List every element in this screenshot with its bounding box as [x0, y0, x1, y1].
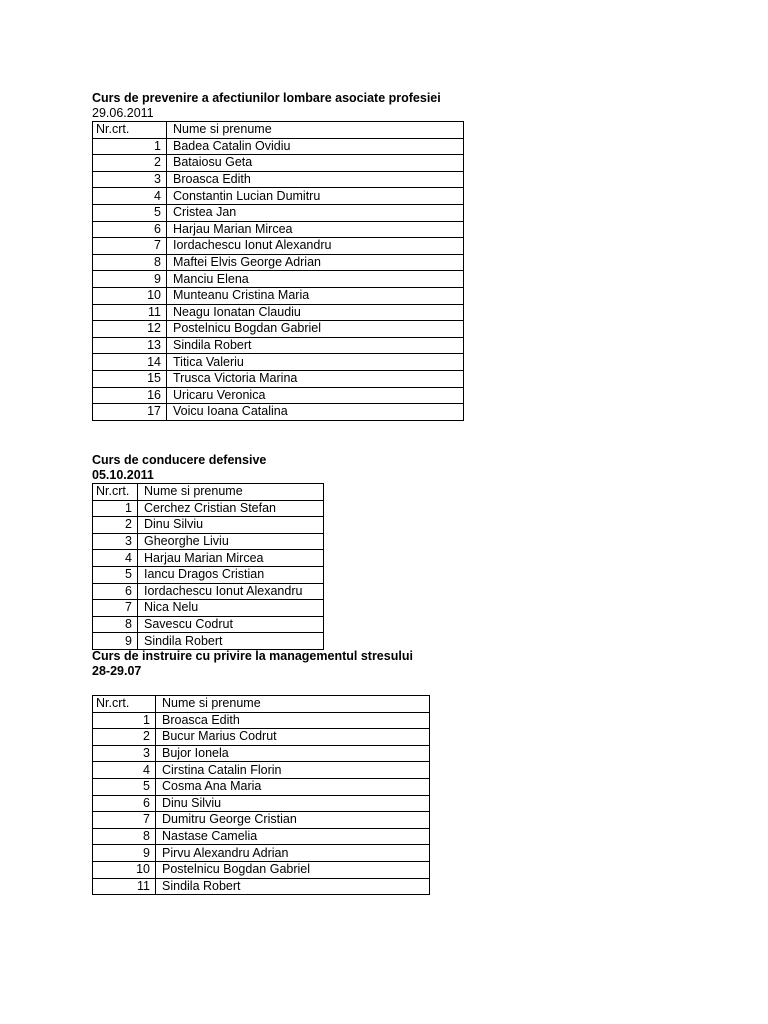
table-header-row: [93, 122, 464, 139]
column-header-nr: Nr.crt.: [93, 484, 138, 501]
row-number: 6: [93, 221, 167, 238]
table-row: [93, 861, 430, 878]
row-number: 5: [93, 204, 167, 221]
row-number: 5: [93, 778, 156, 795]
row-number: 7: [93, 600, 138, 617]
participants-table: [92, 483, 324, 650]
row-number: 16: [93, 387, 167, 404]
participant-name: Bucur Marius Codrut: [156, 729, 430, 746]
table-row: [93, 533, 324, 550]
table-header-row: [93, 484, 324, 501]
participant-name: Postelnicu Bogdan Gabriel: [156, 861, 430, 878]
row-number: 3: [93, 745, 156, 762]
course-title: Curs de instruire cu privire la managementul stresului: [92, 649, 413, 663]
table-row: [93, 204, 464, 221]
row-number: 17: [93, 404, 167, 421]
participant-name: Cosma Ana Maria: [156, 778, 430, 795]
participant-name: Cristea Jan: [167, 204, 464, 221]
table-row: [93, 845, 430, 862]
participant-name: Gheorghe Liviu: [138, 533, 324, 550]
course-section-2: [92, 453, 324, 650]
table-row: [93, 778, 430, 795]
participant-name: Neagu Ionatan Claudiu: [167, 304, 464, 321]
row-number: 3: [93, 533, 138, 550]
row-number: 11: [93, 304, 167, 321]
table-row: [93, 600, 324, 617]
row-number: 6: [93, 795, 156, 812]
column-header-nr: Nr.crt.: [93, 122, 167, 139]
participant-name: Bujor Ionela: [156, 745, 430, 762]
table-row: [93, 138, 464, 155]
table-row: [93, 878, 430, 895]
row-number: 2: [93, 729, 156, 746]
participant-name: Postelnicu Bogdan Gabriel: [167, 321, 464, 338]
participant-name: Iancu Dragos Cristian: [138, 566, 324, 583]
row-number: 7: [93, 238, 167, 255]
table-row: [93, 321, 464, 338]
participant-name: Manciu Elena: [167, 271, 464, 288]
course-date: 28-29.07: [92, 664, 142, 678]
table-row: [93, 354, 464, 371]
table-row: [93, 745, 430, 762]
participant-name: Pirvu Alexandru Adrian: [156, 845, 430, 862]
participant-name: Dumitru George Cristian: [156, 812, 430, 829]
row-number: 12: [93, 321, 167, 338]
row-number: 2: [93, 155, 167, 172]
row-number: 15: [93, 370, 167, 387]
row-number: 14: [93, 354, 167, 371]
column-header-name: Nume si prenume: [138, 484, 324, 501]
column-header-name: Nume si prenume: [156, 696, 430, 713]
participant-name: Broasca Edith: [167, 171, 464, 188]
participant-name: Sindila Robert: [156, 878, 430, 895]
table-row: [93, 828, 430, 845]
table-row: [93, 254, 464, 271]
table-row: [93, 171, 464, 188]
table-body: [93, 696, 430, 895]
participant-name: Sindila Robert: [138, 633, 324, 650]
course-title: Curs de conducere defensive: [92, 453, 267, 467]
table-row: [93, 762, 430, 779]
participant-name: Badea Catalin Ovidiu: [167, 138, 464, 155]
table-row: [93, 271, 464, 288]
row-number: 1: [93, 500, 138, 517]
table-row: [93, 566, 324, 583]
table-row: [93, 616, 324, 633]
row-number: 4: [93, 550, 138, 567]
table-row: [93, 812, 430, 829]
participant-name: Broasca Edith: [156, 712, 430, 729]
table-header-row: [93, 696, 430, 713]
row-number: 13: [93, 337, 167, 354]
row-number: 4: [93, 762, 156, 779]
row-number: 9: [93, 271, 167, 288]
row-number: 9: [93, 845, 156, 862]
table-row: [93, 188, 464, 205]
participant-name: Maftei Elvis George Adrian: [167, 254, 464, 271]
course-section-1: [92, 91, 464, 421]
row-number: 8: [93, 616, 138, 633]
participant-name: Cirstina Catalin Florin: [156, 762, 430, 779]
participant-name: Constantin Lucian Dumitru: [167, 188, 464, 205]
course-date: 29.06.2011: [92, 106, 154, 120]
participant-name: Trusca Victoria Marina: [167, 370, 464, 387]
participants-table: [92, 695, 430, 895]
participant-name: Dinu Silviu: [156, 795, 430, 812]
course-title: Curs de prevenire a afectiunilor lombare asociate profesiei: [92, 91, 441, 105]
table-row: [93, 238, 464, 255]
row-number: 11: [93, 878, 156, 895]
row-number: 8: [93, 828, 156, 845]
table-row: [93, 155, 464, 172]
participant-name: Nica Nelu: [138, 600, 324, 617]
table-row: [93, 583, 324, 600]
participant-name: Voicu Ioana Catalina: [167, 404, 464, 421]
table-row: [93, 387, 464, 404]
row-number: 8: [93, 254, 167, 271]
table-row: [93, 729, 430, 746]
table-row: [93, 370, 464, 387]
participant-name: Sindila Robert: [167, 337, 464, 354]
table-row: [93, 633, 324, 650]
row-number: 10: [93, 861, 156, 878]
participant-name: Iordachescu Ionut Alexandru: [167, 238, 464, 255]
table-row: [93, 221, 464, 238]
table-row: [93, 304, 464, 321]
row-number: 7: [93, 812, 156, 829]
table-row: [93, 517, 324, 534]
row-number: 5: [93, 566, 138, 583]
table-row: [93, 500, 324, 517]
column-header-name: Nume si prenume: [167, 122, 464, 139]
participant-name: Harjau Marian Mircea: [138, 550, 324, 567]
table-body: [93, 122, 464, 421]
participant-name: Savescu Codrut: [138, 616, 324, 633]
course-section-3: [92, 649, 430, 895]
table-row: [93, 795, 430, 812]
participants-table: [92, 121, 464, 421]
row-number: 1: [93, 138, 167, 155]
table-row: [93, 287, 464, 304]
row-number: 4: [93, 188, 167, 205]
participant-name: Uricaru Veronica: [167, 387, 464, 404]
row-number: 6: [93, 583, 138, 600]
participant-name: Munteanu Cristina Maria: [167, 287, 464, 304]
table-body: [93, 484, 324, 650]
row-number: 2: [93, 517, 138, 534]
course-date: 05.10.2011: [92, 468, 154, 482]
table-row: [93, 337, 464, 354]
participant-name: Cerchez Cristian Stefan: [138, 500, 324, 517]
participant-name: Titica Valeriu: [167, 354, 464, 371]
participant-name: Bataiosu Geta: [167, 155, 464, 172]
participant-name: Harjau Marian Mircea: [167, 221, 464, 238]
row-number: 10: [93, 287, 167, 304]
table-row: [93, 712, 430, 729]
participant-name: Iordachescu Ionut Alexandru: [138, 583, 324, 600]
participant-name: Dinu Silviu: [138, 517, 324, 534]
table-row: [93, 404, 464, 421]
row-number: 3: [93, 171, 167, 188]
row-number: 1: [93, 712, 156, 729]
participant-name: Nastase Camelia: [156, 828, 430, 845]
table-row: [93, 550, 324, 567]
column-header-nr: Nr.crt.: [93, 696, 156, 713]
row-number: 9: [93, 633, 138, 650]
